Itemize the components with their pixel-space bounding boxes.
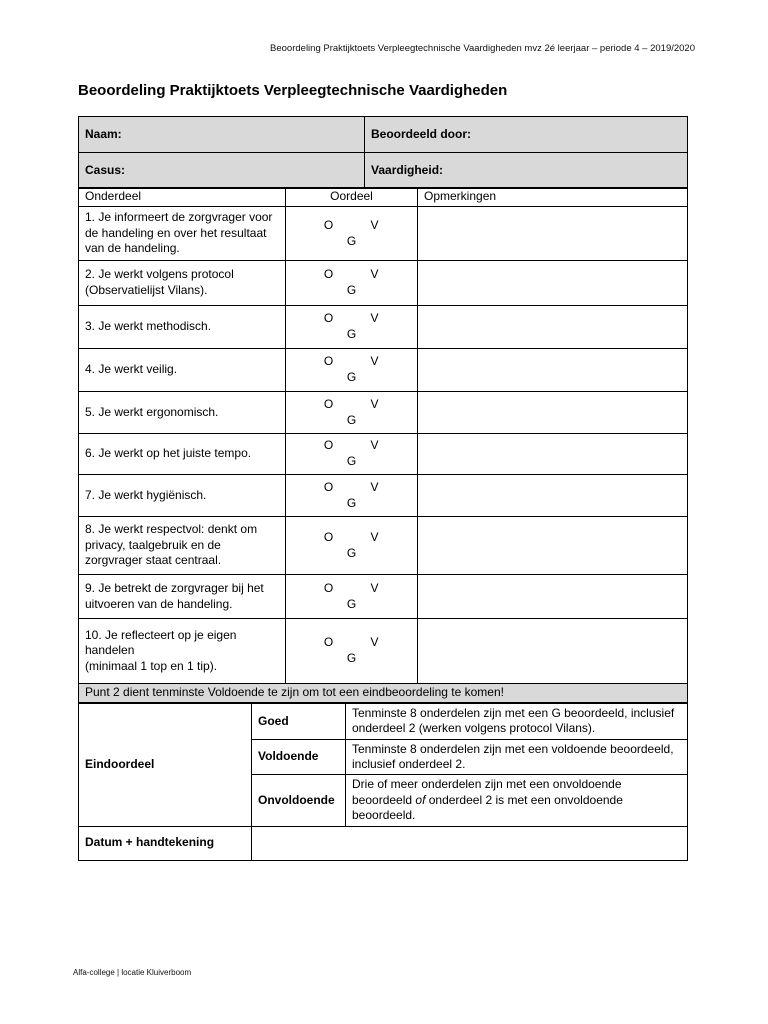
- table-row: [79, 306, 688, 349]
- grade-options-10: [286, 619, 418, 684]
- grade-o[interactable]: O: [323, 396, 334, 411]
- grade-options-6: [286, 434, 418, 475]
- remarks-cell-5[interactable]: [418, 392, 688, 434]
- grade-o[interactable]: O: [323, 529, 334, 544]
- requirement-note: Punt 2 dient tenminste Voldoende te zijn om tot een eindbeoordeling te komen!: [79, 684, 688, 703]
- level-goed-desc: Tenminste 8 onderdelen zijn met een G beoordeeld, inclusief onderdeel 2 (werken volgens protocol Vilans).: [346, 704, 688, 740]
- grade-v[interactable]: V: [370, 354, 379, 369]
- footer: Alfa-college | locatie Kluiverboom: [73, 968, 192, 977]
- grade-v[interactable]: V: [370, 580, 379, 595]
- grade-g[interactable]: G: [346, 454, 357, 468]
- grade-g[interactable]: G: [346, 495, 357, 510]
- grade-g[interactable]: G: [346, 327, 357, 341]
- page-title: Beoordeling Praktijktoets Verpleegtechnische Vaardigheden: [78, 82, 508, 99]
- grade-o[interactable]: O: [323, 354, 334, 369]
- criteria-table: [78, 187, 688, 703]
- remarks-cell-8[interactable]: [418, 517, 688, 575]
- col-header-onderdeel: Onderdeel: [79, 188, 286, 207]
- table-row: [79, 517, 688, 575]
- criterion-10-main: 10. Je reflecteert op je eigen handelen: [85, 627, 237, 658]
- criterion-4: 4. Je werkt veilig.: [79, 349, 286, 392]
- casus-field: Casus:: [79, 153, 365, 189]
- running-header: Beoordeling Praktijktoets Verpleegtechnische Vaardigheden mvz 2é leerjaar – periode 4 – 2019/2020: [270, 43, 695, 54]
- criterion-8: 8. Je werkt respectvol: denkt om privacy, taalgebruik en de zorgvrager staat centraal.: [79, 517, 286, 575]
- datum-handtekening-field[interactable]: [252, 826, 688, 860]
- grade-g[interactable]: G: [346, 283, 357, 297]
- grade-o[interactable]: O: [323, 479, 334, 494]
- grade-v[interactable]: V: [370, 396, 379, 411]
- grade-v[interactable]: V: [370, 479, 379, 494]
- grade-g[interactable]: G: [346, 370, 357, 384]
- criterion-1: 1. Je informeert de zorgvrager voor de handeling en over het resultaat van de handeling.: [79, 207, 286, 261]
- grade-options-3: [286, 306, 418, 349]
- grade-options-1: [286, 207, 418, 261]
- datum-handtekening-label: Datum + handtekening: [79, 826, 252, 860]
- grade-o[interactable]: O: [323, 267, 334, 282]
- criteria-header-row: [79, 188, 688, 207]
- criterion-10-sub: (minimaal 1 top en 1 tip).: [85, 658, 218, 673]
- onvoldoende-desc-of: of: [415, 792, 426, 807]
- remarks-cell-10[interactable]: [418, 619, 688, 684]
- datum-row: [79, 826, 688, 860]
- remarks-cell-3[interactable]: [418, 306, 688, 349]
- criterion-2: 2. Je werkt volgens protocol (Observatielijst Vilans).: [79, 261, 286, 306]
- grade-v[interactable]: V: [370, 635, 379, 650]
- level-voldoende-desc: Tenminste 8 onderdelen zijn met een voldoende beoordeeld, inclusief onderdeel 2.: [346, 739, 688, 775]
- beoordeeld-door-field: Beoordeeld door:: [365, 117, 688, 153]
- final-judgement-table: [78, 703, 688, 861]
- level-goed: Goed: [252, 704, 346, 740]
- table-row: [79, 434, 688, 475]
- grade-v[interactable]: V: [370, 438, 379, 453]
- remarks-cell-6[interactable]: [418, 434, 688, 475]
- eindoordeel-label: Eindoordeel: [79, 704, 252, 827]
- table-row: [79, 619, 688, 684]
- grade-v[interactable]: V: [370, 217, 379, 232]
- criterion-7: 7. Je werkt hygiënisch.: [79, 475, 286, 517]
- criterion-6: 6. Je werkt op het juiste tempo.: [79, 434, 286, 475]
- grade-o[interactable]: O: [323, 635, 334, 650]
- grade-g[interactable]: G: [346, 596, 357, 611]
- level-voldoende: Voldoende: [252, 739, 346, 775]
- remarks-cell-9[interactable]: [418, 575, 688, 619]
- onvoldoende-desc-part2: onderdeel 2 is met een onvoldoende beoordeeld.: [352, 792, 623, 823]
- vaardigheid-field: Vaardigheid:: [365, 153, 688, 189]
- info-table: [78, 116, 688, 189]
- table-row: [79, 261, 688, 306]
- remarks-cell-7[interactable]: [418, 475, 688, 517]
- col-header-oordeel: Oordeel: [286, 188, 418, 207]
- grade-v[interactable]: V: [370, 529, 379, 544]
- table-row: [79, 475, 688, 517]
- remarks-cell-2[interactable]: [418, 261, 688, 306]
- grade-o[interactable]: O: [323, 217, 334, 232]
- naam-field: Naam:: [79, 117, 365, 153]
- criterion-5: 5. Je werkt ergonomisch.: [79, 392, 286, 434]
- grade-options-8: [286, 517, 418, 575]
- grade-v[interactable]: V: [370, 267, 379, 282]
- grade-options-5: [286, 392, 418, 434]
- level-row-goed: [79, 704, 688, 740]
- col-header-opmerkingen: Opmerkingen: [418, 188, 688, 207]
- onvoldoende-desc-part1: Drie of meer onderdelen zijn met een onvoldoende beoordeeld: [352, 777, 622, 807]
- remarks-cell-4[interactable]: [418, 349, 688, 392]
- remarks-cell-1[interactable]: [418, 207, 688, 261]
- grade-g[interactable]: G: [346, 412, 357, 427]
- table-row: [79, 207, 688, 261]
- table-row: [79, 575, 688, 619]
- level-onvoldoende: Onvoldoende: [252, 775, 346, 826]
- table-row: [79, 392, 688, 434]
- grade-g[interactable]: G: [346, 545, 357, 560]
- grade-v[interactable]: V: [370, 311, 379, 326]
- grade-g[interactable]: G: [346, 233, 357, 248]
- grade-options-4: [286, 349, 418, 392]
- grade-o[interactable]: O: [323, 311, 334, 326]
- level-onvoldoende-desc: [346, 775, 688, 826]
- table-row: [79, 349, 688, 392]
- grade-options-7: [286, 475, 418, 517]
- criterion-9: 9. Je betrekt de zorgvrager bij het uitvoeren van de handeling.: [79, 575, 286, 619]
- criterion-3: 3. Je werkt methodisch.: [79, 306, 286, 349]
- grade-g[interactable]: G: [346, 651, 357, 665]
- grade-o[interactable]: O: [323, 580, 334, 595]
- grade-options-2: [286, 261, 418, 306]
- grade-options-9: [286, 575, 418, 619]
- grade-o[interactable]: O: [323, 438, 334, 453]
- note-row: [79, 684, 688, 703]
- criterion-10: [79, 619, 286, 684]
